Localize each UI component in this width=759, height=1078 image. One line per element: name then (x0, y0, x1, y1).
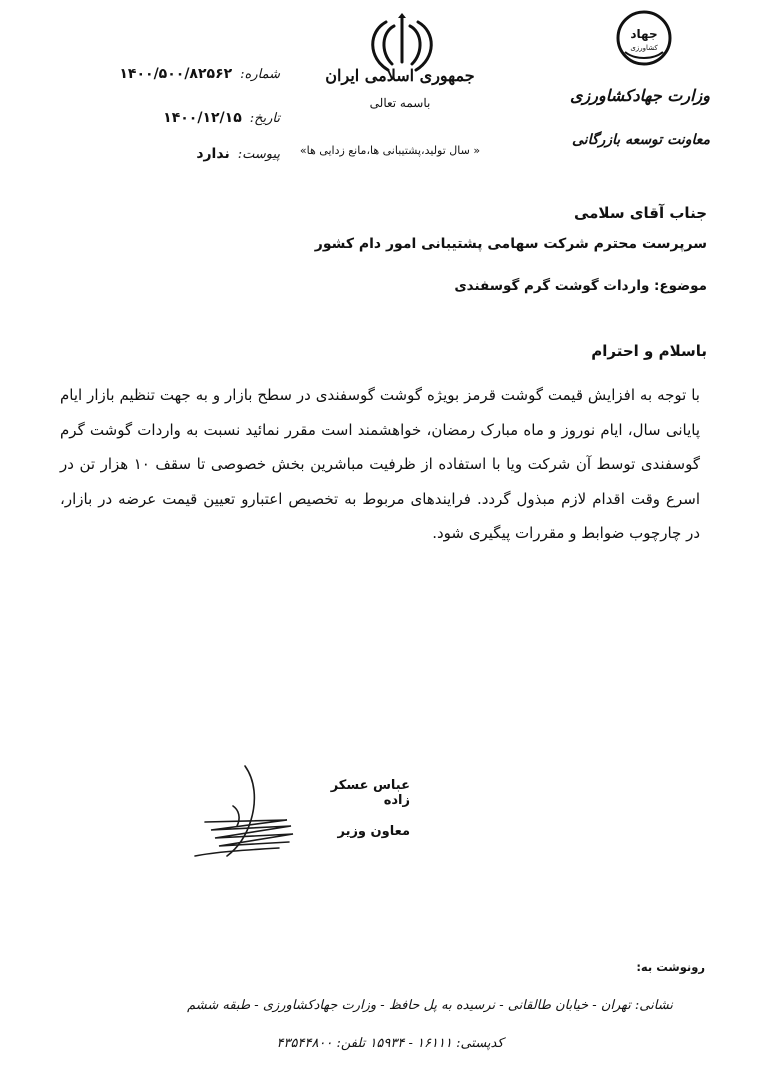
letter-greeting: باسلام و احترام (591, 342, 707, 360)
footer-postal-phone: کدپستی: ۱۶۱۱۱ - ۱۵۹۳۴ تلفن: ۴۳۵۴۴۸۰۰ (276, 1036, 504, 1051)
letter-date (60, 110, 280, 126)
letter-date-label: تاریخ: (249, 111, 280, 126)
letter-number-value: ۱۴۰۰/۵۰۰/۸۲۵۶۲ (119, 66, 233, 82)
handwritten-signature (175, 760, 315, 870)
logo-text-bottom: کشاورزی (630, 44, 658, 52)
letter-attachment-value: ندارد (196, 146, 230, 162)
header-country-name: جمهوری اسلامی ایران (325, 66, 475, 85)
recipient-title: سرپرست محترم شرکت سهامی پشتیبانی امور دام کشور (314, 236, 707, 252)
header-slogan: « سال تولید،پشتیبانی ها،مانع زدایی ها» (299, 144, 481, 157)
letter-attachment-label: پیوست: (237, 147, 280, 162)
ministry-name: وزارت جهادکشاورزی (570, 86, 710, 105)
letter-date-value: ۱۴۰۰/۱۲/۱۵ (163, 110, 242, 126)
letter-attachment (60, 146, 280, 162)
ministry-logo-icon (605, 8, 683, 68)
logo-text-top: جهاد (630, 27, 658, 41)
letter-subject: موضوع: واردات گوشت گرم گوسفندی (454, 278, 707, 294)
letter-number-label: شماره: (240, 67, 280, 82)
footer-address: نشانی: تهران - خیابان طالقانی - نرسیده به پل حافظ - وزارت جهادکشاورزی - طبقه ششم (187, 998, 673, 1013)
header-invocation: باسمه تعالی (369, 96, 431, 110)
cc-label: رونوشت به: (636, 960, 705, 974)
signatory-name: عباس عسکر زاده (330, 778, 410, 808)
letter-body: با توجه به افزایش قیمت گوشت قرمز بویژه گوشت گوسفندی در سطح بازار و به جهت تنظیم بازار ایام پایانی سال، ایام نوروز و ماه مبارک رمضان، خواهشمند است مقرر نمائید نسبت به واردات گوشت گرم گوسفندی توسط آن شرکت ویا با استفاده از ظرفیت مباشرین بخش خصوصی تا سقف ۱۰ هزار تن در اسرع وقت اقدام لازم مبذول گردد. فرایندهای مربوط به تخصیص اعتبارو تعیین قیمت عرضه در بازار، در چارچوب ضوابط و مقررات پیگیری شود. (60, 386, 701, 542)
signatory-title: معاون وزیر (337, 824, 410, 839)
deputy-office-name: معاونت توسعه بازرگانی (572, 132, 710, 148)
recipient-name: جناب آقای سلامی (573, 204, 707, 222)
letter-number (60, 66, 280, 82)
